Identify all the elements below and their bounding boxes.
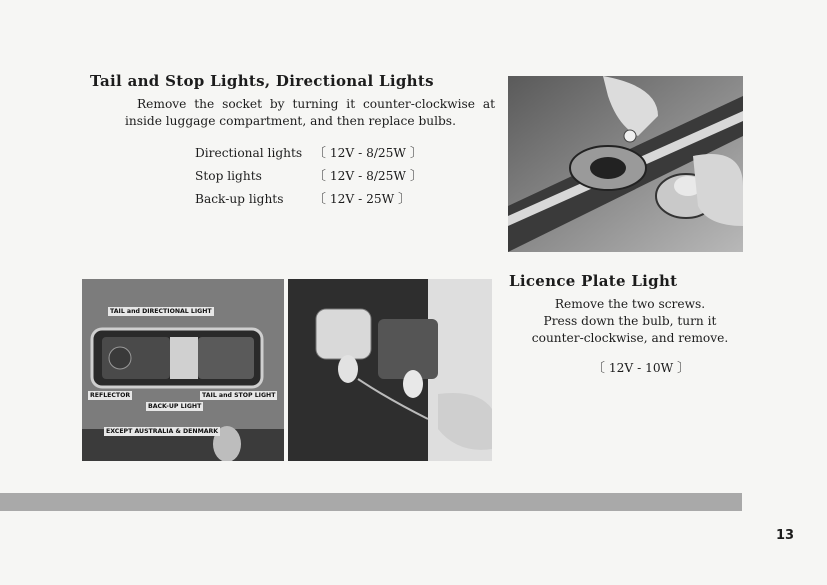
spec-row-backup: Back-up lights 〔 12V - 25W 〕 [195, 192, 411, 207]
instruction-line-2: inside luggage compartment, and then replace bulbs. [125, 114, 456, 128]
spec-value: 12V - 8/25W [329, 146, 406, 160]
footer-bar [0, 493, 742, 511]
spec-row-stop: Stop lights 〔 12V - 8/25W 〕 [195, 169, 423, 184]
spec-name: Directional lights [195, 146, 303, 160]
label-except: EXCEPT AUSTRALIA & DENMARK [106, 428, 219, 435]
spec-value: 12V - 25W [329, 192, 395, 206]
licence-plate-light-photo [508, 76, 743, 252]
label-tail-stop: TAIL and STOP LIGHT [202, 392, 276, 399]
label-backup: BACK-UP LIGHT [148, 403, 202, 410]
label-reflector: REFLECTOR [90, 392, 131, 399]
instruction-line-3: counter-clockwise, and remove. [531, 331, 729, 345]
instruction-line-1: Remove the two screws. [554, 297, 706, 311]
section-title-tail-stop-lights: Tail and Stop Lights, Directional Lights [90, 72, 434, 90]
spec-row-directional: Directional lights 〔 12V - 8/25W 〕 [195, 146, 423, 161]
label-tail-directional: TAIL and DIRECTIONAL LIGHT [110, 308, 212, 315]
tail-light-diagram-photo [82, 279, 284, 461]
instruction-line-1: Remove the socket by turning it counter-clockwise at [137, 97, 495, 111]
spec-name: Stop lights [195, 169, 262, 183]
licence-plate-spec: 〔 12V - 10W 〕 [592, 361, 690, 376]
licence-plate-instructions [520, 296, 740, 347]
tail-lights-instructions [125, 96, 495, 130]
bulb-replacement-photo [288, 279, 492, 461]
spec-name: Back-up lights [195, 192, 284, 206]
spec-value: 12V - 8/25W [329, 169, 406, 183]
instruction-line-2: Press down the bulb, turn it [543, 314, 717, 328]
section-title-licence-plate-light: Licence Plate Light [509, 272, 678, 290]
spec-value: 12V - 10W [608, 361, 674, 375]
page-number: 13 [776, 528, 795, 543]
